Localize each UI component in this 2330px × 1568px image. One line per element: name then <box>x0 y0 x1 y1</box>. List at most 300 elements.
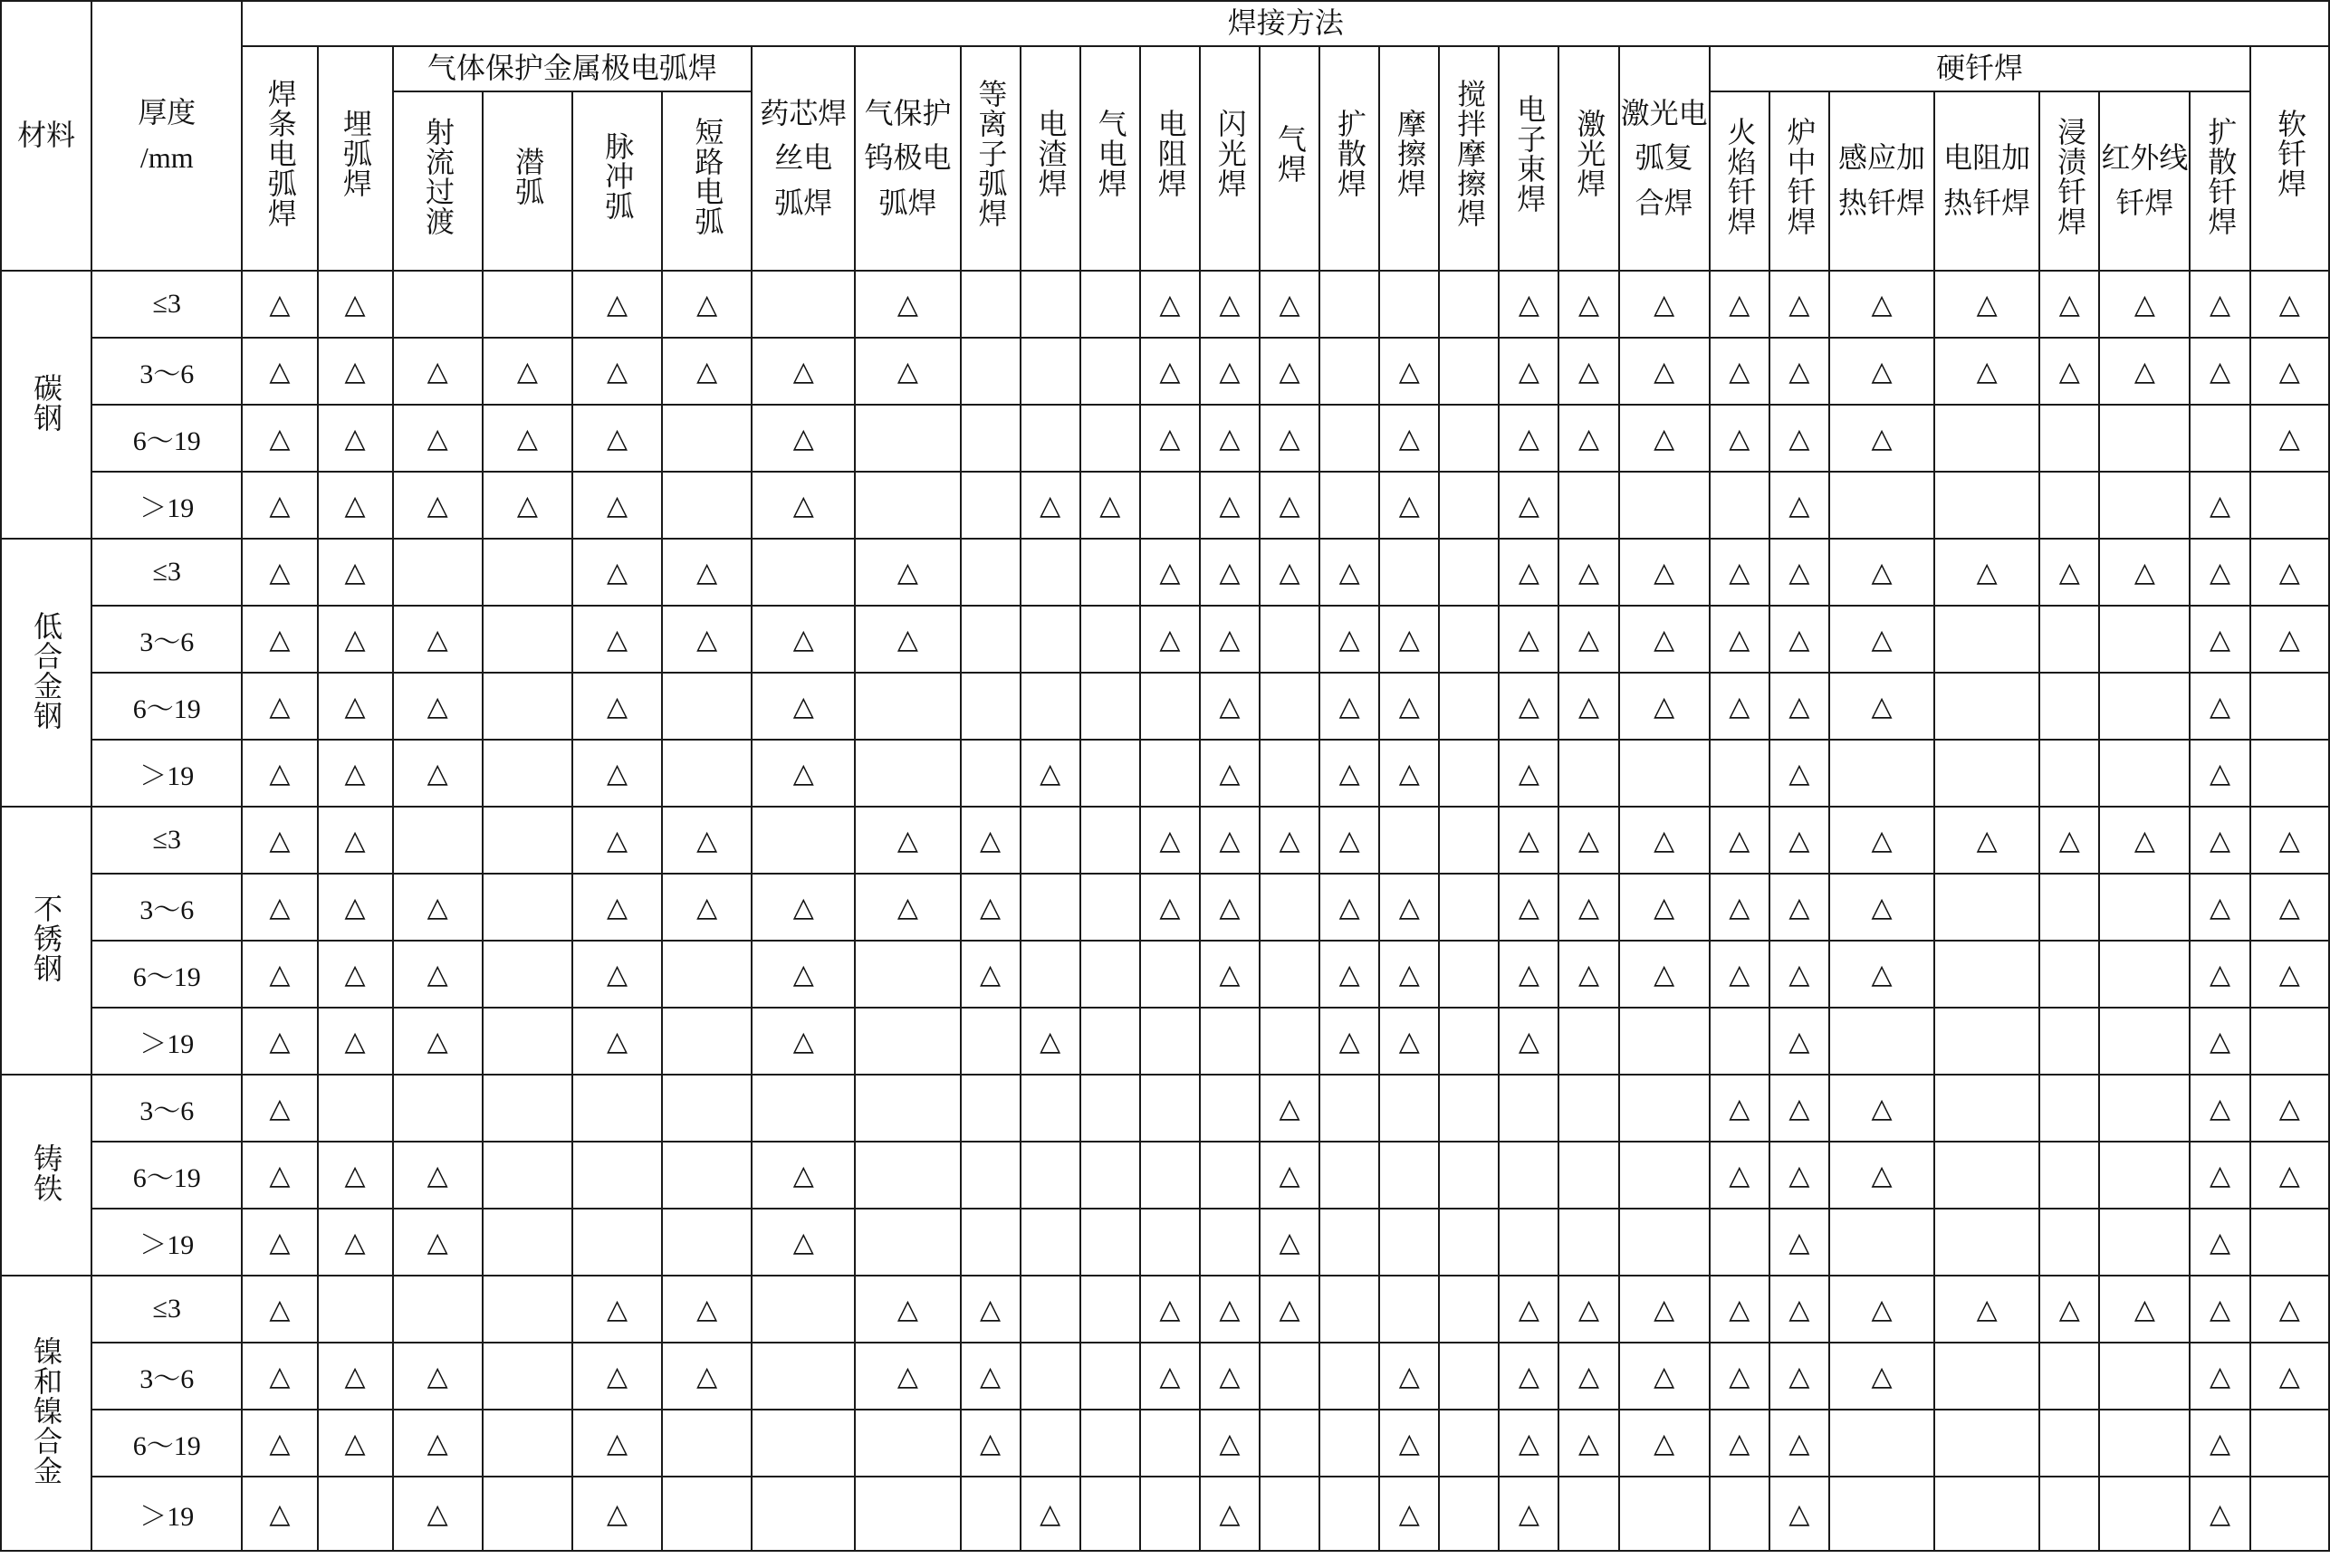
applicable-mark-cell: △ <box>2190 740 2249 807</box>
empty-cell <box>1379 271 1439 338</box>
applicable-mark-cell: △ <box>393 1209 483 1276</box>
applicable-mark-cell: △ <box>961 1343 1021 1410</box>
applicable-mark-cell: △ <box>1829 1276 1934 1343</box>
empty-cell <box>662 941 752 1008</box>
empty-cell <box>2099 1477 2190 1551</box>
empty-cell <box>572 1142 662 1209</box>
table-row <box>1 740 2329 807</box>
empty-cell <box>752 1343 855 1410</box>
applicable-mark-cell: △ <box>1769 1410 1829 1477</box>
applicable-mark-cell: △ <box>2250 606 2329 673</box>
empty-cell <box>393 1075 483 1142</box>
applicable-mark-cell: △ <box>1829 405 1934 472</box>
empty-cell <box>1379 1142 1439 1209</box>
applicable-mark-cell: △ <box>1829 1142 1934 1209</box>
empty-cell <box>2099 1142 2190 1209</box>
empty-cell <box>1080 405 1140 472</box>
applicable-mark-cell: △ <box>2190 472 2249 539</box>
empty-cell <box>2099 941 2190 1008</box>
applicable-mark-cell: △ <box>1499 673 1558 740</box>
applicable-mark-cell: △ <box>242 874 317 941</box>
applicable-mark-cell: △ <box>2190 1276 2249 1343</box>
empty-cell <box>1619 1142 1710 1209</box>
empty-cell <box>1080 807 1140 874</box>
applicable-mark-cell: △ <box>1021 472 1080 539</box>
applicable-mark-cell: △ <box>318 606 393 673</box>
applicable-mark-cell: △ <box>1200 338 1260 405</box>
applicable-mark-cell: △ <box>2190 1008 2249 1075</box>
applicable-mark-cell: △ <box>1934 1276 2039 1343</box>
applicable-mark-cell: △ <box>393 338 483 405</box>
column-label: 气焊 <box>1273 123 1307 184</box>
empty-cell <box>1439 941 1499 1008</box>
column-label: 摩擦焊 <box>1394 109 1427 199</box>
empty-cell <box>961 1209 1021 1276</box>
applicable-mark-cell: △ <box>2190 1142 2249 1209</box>
applicable-mark-cell: △ <box>483 405 572 472</box>
applicable-mark-cell: △ <box>1140 271 1200 338</box>
applicable-mark-cell: △ <box>2190 807 2249 874</box>
empty-cell <box>961 405 1021 472</box>
empty-cell <box>2099 1343 2190 1410</box>
applicable-mark-cell: △ <box>1260 405 1319 472</box>
empty-cell <box>1140 1477 1200 1551</box>
applicable-mark-cell: △ <box>1499 874 1558 941</box>
empty-cell <box>1829 1008 1934 1075</box>
applicable-mark-cell: △ <box>2039 807 2099 874</box>
applicable-mark-cell: △ <box>572 405 662 472</box>
empty-cell <box>1439 1008 1499 1075</box>
empty-cell <box>752 1075 855 1142</box>
applicable-mark-cell: △ <box>1619 539 1710 606</box>
applicable-mark-cell: △ <box>1829 606 1934 673</box>
empty-cell <box>1021 1410 1080 1477</box>
empty-cell <box>393 539 483 606</box>
empty-cell <box>752 271 855 338</box>
applicable-mark-cell: △ <box>483 472 572 539</box>
applicable-mark-cell: △ <box>318 1209 393 1276</box>
empty-cell <box>1439 405 1499 472</box>
empty-cell <box>662 1075 752 1142</box>
applicable-mark-cell: △ <box>242 941 317 1008</box>
applicable-mark-cell: △ <box>1710 1142 1769 1209</box>
empty-cell <box>855 1008 960 1075</box>
applicable-mark-cell: △ <box>318 740 393 807</box>
applicable-mark-cell: △ <box>1260 338 1319 405</box>
applicable-mark-cell: △ <box>318 673 393 740</box>
header-gmaw-group: 气体保护金属极电弧焊 <box>393 46 753 91</box>
empty-cell <box>572 1075 662 1142</box>
applicable-mark-cell: △ <box>572 1276 662 1343</box>
applicable-mark-cell: △ <box>1829 1075 1934 1142</box>
applicable-mark-cell: △ <box>318 1142 393 1209</box>
applicable-mark-cell: △ <box>242 1276 317 1343</box>
column-label: 焊条电弧焊 <box>264 79 297 229</box>
applicable-mark-cell: △ <box>2190 606 2249 673</box>
applicable-mark-cell: △ <box>2190 539 2249 606</box>
column-label: 激光焊 <box>1573 109 1606 199</box>
applicable-mark-cell: △ <box>1619 874 1710 941</box>
empty-cell <box>752 1410 855 1477</box>
applicable-mark-cell: △ <box>1829 539 1934 606</box>
thickness-cell: 3～6 <box>91 338 242 405</box>
empty-cell <box>483 1343 572 1410</box>
empty-cell <box>1080 1410 1140 1477</box>
applicable-mark-cell: △ <box>752 1142 855 1209</box>
empty-cell <box>662 1008 752 1075</box>
empty-cell <box>961 1142 1021 1209</box>
applicable-mark-cell: △ <box>318 338 393 405</box>
empty-cell <box>2099 740 2190 807</box>
table-row <box>1 1142 2329 1209</box>
column-header-18 <box>1558 46 1618 271</box>
empty-cell <box>1021 673 1080 740</box>
column-header-26 <box>2190 91 2249 271</box>
empty-cell <box>2250 1410 2329 1477</box>
thickness-cell: ＞19 <box>91 1008 242 1075</box>
column-label: 红外线 钎焊 <box>2101 141 2189 219</box>
column-header-23 <box>1934 91 2039 271</box>
applicable-mark-cell: △ <box>1829 271 1934 338</box>
empty-cell <box>1934 1075 2039 1142</box>
column-header-19 <box>1619 46 1710 271</box>
applicable-mark-cell: △ <box>1769 874 1829 941</box>
applicable-mark-cell: △ <box>1710 941 1769 1008</box>
applicable-mark-cell: △ <box>1558 1343 1618 1410</box>
column-header-12 <box>1200 46 1260 271</box>
applicable-mark-cell: △ <box>1499 1410 1558 1477</box>
applicable-mark-cell: △ <box>572 271 662 338</box>
applicable-mark-cell: △ <box>393 673 483 740</box>
empty-cell <box>1021 539 1080 606</box>
applicable-mark-cell: △ <box>572 673 662 740</box>
applicable-mark-cell: △ <box>1829 874 1934 941</box>
column-label: 射流过渡 <box>422 116 455 236</box>
column-header-0 <box>242 46 317 271</box>
applicable-mark-cell: △ <box>1934 338 2039 405</box>
applicable-mark-cell: △ <box>572 941 662 1008</box>
empty-cell <box>1021 1075 1080 1142</box>
column-label: 炉中钎焊 <box>1783 116 1817 236</box>
empty-cell <box>1080 1209 1140 1276</box>
column-label: 激光电 弧复 合焊 <box>1620 96 1708 219</box>
material-label: 镍和镍合金 <box>30 1336 63 1486</box>
applicable-mark-cell: △ <box>662 539 752 606</box>
table-header <box>1 1 2329 271</box>
empty-cell <box>1934 472 2039 539</box>
empty-cell <box>2039 1142 2099 1209</box>
empty-cell <box>752 1477 855 1551</box>
column-header-5 <box>662 91 752 271</box>
header-brazing-group: 硬钎焊 <box>1710 46 2250 91</box>
thickness-cell: 3～6 <box>91 606 242 673</box>
applicable-mark-cell: △ <box>318 941 393 1008</box>
applicable-mark-cell: △ <box>1619 807 1710 874</box>
applicable-mark-cell: △ <box>2250 874 2329 941</box>
applicable-mark-cell: △ <box>1379 874 1439 941</box>
empty-cell <box>1439 1142 1499 1209</box>
applicable-mark-cell: △ <box>1558 271 1618 338</box>
applicable-mark-cell: △ <box>1260 539 1319 606</box>
empty-cell <box>2099 1410 2190 1477</box>
applicable-mark-cell: △ <box>752 740 855 807</box>
empty-cell <box>1319 1410 1379 1477</box>
applicable-mark-cell: △ <box>662 1276 752 1343</box>
applicable-mark-cell: △ <box>242 1343 317 1410</box>
column-label: 气保护 钨极电 弧焊 <box>864 96 952 219</box>
column-label: 潜弧 <box>512 146 545 206</box>
empty-cell <box>961 271 1021 338</box>
applicable-mark-cell: △ <box>2039 271 2099 338</box>
empty-cell <box>2039 1075 2099 1142</box>
column-label: 电阻加 热钎焊 <box>1943 141 2031 219</box>
empty-cell <box>483 271 572 338</box>
applicable-mark-cell: △ <box>1710 338 1769 405</box>
empty-cell <box>1140 1209 1200 1276</box>
applicable-mark-cell: △ <box>1769 673 1829 740</box>
applicable-mark-cell: △ <box>1200 271 1260 338</box>
applicable-mark-cell: △ <box>1200 874 1260 941</box>
empty-cell <box>1260 606 1319 673</box>
applicable-mark-cell: △ <box>2250 1142 2329 1209</box>
empty-cell <box>752 1276 855 1343</box>
empty-cell <box>1080 941 1140 1008</box>
applicable-mark-cell: △ <box>242 1477 317 1551</box>
empty-cell <box>1829 1209 1934 1276</box>
empty-cell <box>1439 740 1499 807</box>
applicable-mark-cell: △ <box>1499 271 1558 338</box>
applicable-mark-cell: △ <box>1260 1075 1319 1142</box>
empty-cell <box>855 1142 960 1209</box>
empty-cell <box>1080 1075 1140 1142</box>
thickness-cell: ＞19 <box>91 740 242 807</box>
applicable-mark-cell: △ <box>242 338 317 405</box>
empty-cell <box>1439 673 1499 740</box>
applicable-mark-cell: △ <box>572 1343 662 1410</box>
empty-cell <box>2099 1075 2190 1142</box>
column-label: 短路电弧 <box>691 116 724 236</box>
empty-cell <box>1499 1209 1558 1276</box>
empty-cell <box>318 1276 393 1343</box>
applicable-mark-cell: △ <box>1619 338 1710 405</box>
column-header-14 <box>1319 46 1379 271</box>
applicable-mark-cell: △ <box>1379 1477 1439 1551</box>
applicable-mark-cell: △ <box>1710 807 1769 874</box>
empty-cell <box>1934 1008 2039 1075</box>
applicable-mark-cell: △ <box>855 338 960 405</box>
applicable-mark-cell: △ <box>752 941 855 1008</box>
applicable-mark-cell: △ <box>1319 539 1379 606</box>
empty-cell <box>393 1276 483 1343</box>
empty-cell <box>1558 1075 1618 1142</box>
empty-cell <box>2250 740 2329 807</box>
applicable-mark-cell: △ <box>1710 271 1769 338</box>
applicable-mark-cell: △ <box>1499 606 1558 673</box>
applicable-mark-cell: △ <box>1558 941 1618 1008</box>
thickness-cell: ＞19 <box>91 1209 242 1276</box>
table-row <box>1 1075 2329 1142</box>
empty-cell <box>483 1142 572 1209</box>
empty-cell <box>1200 1008 1260 1075</box>
empty-cell <box>483 1008 572 1075</box>
empty-cell <box>1829 472 1934 539</box>
empty-cell <box>1080 1276 1140 1343</box>
table-row <box>1 271 2329 338</box>
applicable-mark-cell: △ <box>2250 1276 2329 1343</box>
applicable-mark-cell: △ <box>1934 271 2039 338</box>
empty-cell <box>1619 1477 1710 1551</box>
applicable-mark-cell: △ <box>1140 874 1200 941</box>
applicable-mark-cell: △ <box>1829 941 1934 1008</box>
applicable-mark-cell: △ <box>1829 807 1934 874</box>
applicable-mark-cell: △ <box>572 606 662 673</box>
empty-cell <box>483 874 572 941</box>
column-label: 扩散钎焊 <box>2204 116 2238 236</box>
applicable-mark-cell: △ <box>1499 1477 1558 1551</box>
empty-cell <box>1080 673 1140 740</box>
empty-cell <box>483 1075 572 1142</box>
column-label: 搅拌摩擦焊 <box>1453 79 1487 229</box>
empty-cell <box>2099 606 2190 673</box>
empty-cell <box>1439 1209 1499 1276</box>
applicable-mark-cell: △ <box>1499 338 1558 405</box>
empty-cell <box>1319 405 1379 472</box>
applicable-mark-cell: △ <box>1260 1209 1319 1276</box>
empty-cell <box>1080 539 1140 606</box>
column-header-24 <box>2039 91 2099 271</box>
applicable-mark-cell: △ <box>961 1410 1021 1477</box>
empty-cell <box>2039 1209 2099 1276</box>
applicable-mark-cell: △ <box>1619 1410 1710 1477</box>
empty-cell <box>2039 472 2099 539</box>
empty-cell <box>1558 740 1618 807</box>
applicable-mark-cell: △ <box>752 673 855 740</box>
empty-cell <box>662 673 752 740</box>
applicable-mark-cell: △ <box>1619 271 1710 338</box>
empty-cell <box>1021 1276 1080 1343</box>
applicable-mark-cell: △ <box>1260 472 1319 539</box>
column-header-17 <box>1499 46 1558 271</box>
applicable-mark-cell: △ <box>2099 338 2190 405</box>
applicable-mark-cell: △ <box>662 271 752 338</box>
applicable-mark-cell: △ <box>242 740 317 807</box>
applicable-mark-cell: △ <box>393 1008 483 1075</box>
empty-cell <box>1260 1008 1319 1075</box>
applicable-mark-cell: △ <box>2250 1343 2329 1410</box>
empty-cell <box>1260 1477 1319 1551</box>
empty-cell <box>662 1209 752 1276</box>
applicable-mark-cell: △ <box>2099 1276 2190 1343</box>
empty-cell <box>1710 1477 1769 1551</box>
empty-cell <box>1140 1008 1200 1075</box>
empty-cell <box>1260 740 1319 807</box>
applicable-mark-cell: △ <box>2099 807 2190 874</box>
column-header-21 <box>1769 91 1829 271</box>
empty-cell <box>1439 807 1499 874</box>
table-row <box>1 539 2329 606</box>
applicable-mark-cell: △ <box>1379 1008 1439 1075</box>
applicable-mark-cell: △ <box>1319 673 1379 740</box>
applicable-mark-cell: △ <box>2099 539 2190 606</box>
applicable-mark-cell: △ <box>961 1276 1021 1343</box>
applicable-mark-cell: △ <box>1379 673 1439 740</box>
column-label: 感应加 热钎焊 <box>1837 141 1925 219</box>
applicable-mark-cell: △ <box>961 874 1021 941</box>
table-row <box>1 405 2329 472</box>
empty-cell <box>1439 472 1499 539</box>
empty-cell <box>1319 1276 1379 1343</box>
empty-cell <box>1260 1343 1319 1410</box>
empty-cell <box>1140 1075 1200 1142</box>
empty-cell <box>961 1075 1021 1142</box>
empty-cell <box>1080 1142 1140 1209</box>
applicable-mark-cell: △ <box>961 941 1021 1008</box>
empty-cell <box>1080 1008 1140 1075</box>
applicable-mark-cell: △ <box>662 338 752 405</box>
empty-cell <box>1439 1477 1499 1551</box>
column-header-15 <box>1379 46 1439 271</box>
empty-cell <box>1439 338 1499 405</box>
empty-cell <box>1710 1008 1769 1075</box>
empty-cell <box>855 1075 960 1142</box>
applicable-mark-cell: △ <box>393 606 483 673</box>
applicable-mark-cell: △ <box>1021 740 1080 807</box>
empty-cell <box>1080 1343 1140 1410</box>
empty-cell <box>1934 1142 2039 1209</box>
material-cell <box>1 807 91 1075</box>
empty-cell <box>1080 1477 1140 1551</box>
applicable-mark-cell: △ <box>1499 1008 1558 1075</box>
empty-cell <box>483 606 572 673</box>
empty-cell <box>1439 606 1499 673</box>
column-header-25 <box>2099 91 2190 271</box>
applicable-mark-cell: △ <box>572 338 662 405</box>
applicable-mark-cell: △ <box>1619 673 1710 740</box>
applicable-mark-cell: △ <box>752 405 855 472</box>
applicable-mark-cell: △ <box>2250 271 2329 338</box>
thickness-cell: 3～6 <box>91 1075 242 1142</box>
applicable-mark-cell: △ <box>2250 539 2329 606</box>
applicable-mark-cell: △ <box>1200 1410 1260 1477</box>
empty-cell <box>855 1209 960 1276</box>
applicable-mark-cell: △ <box>2190 673 2249 740</box>
empty-cell <box>1934 740 2039 807</box>
empty-cell <box>1439 1343 1499 1410</box>
applicable-mark-cell: △ <box>572 472 662 539</box>
applicable-mark-cell: △ <box>855 539 960 606</box>
table-row <box>1 1410 2329 1477</box>
empty-cell <box>2099 874 2190 941</box>
applicable-mark-cell: △ <box>393 1477 483 1551</box>
empty-cell <box>662 1477 752 1551</box>
applicable-mark-cell: △ <box>318 1343 393 1410</box>
applicable-mark-cell: △ <box>2190 271 2249 338</box>
empty-cell <box>2250 1008 2329 1075</box>
applicable-mark-cell: △ <box>1319 1008 1379 1075</box>
applicable-mark-cell: △ <box>318 874 393 941</box>
material-label: 低合金钢 <box>30 610 63 731</box>
empty-cell <box>1080 606 1140 673</box>
material-cell <box>1 1075 91 1276</box>
empty-cell <box>1021 606 1080 673</box>
column-header-22 <box>1829 91 1934 271</box>
empty-cell <box>1439 1276 1499 1343</box>
applicable-mark-cell: △ <box>662 874 752 941</box>
empty-cell <box>1200 1209 1260 1276</box>
applicable-mark-cell: △ <box>1499 472 1558 539</box>
applicable-mark-cell: △ <box>1319 606 1379 673</box>
applicable-mark-cell: △ <box>393 472 483 539</box>
